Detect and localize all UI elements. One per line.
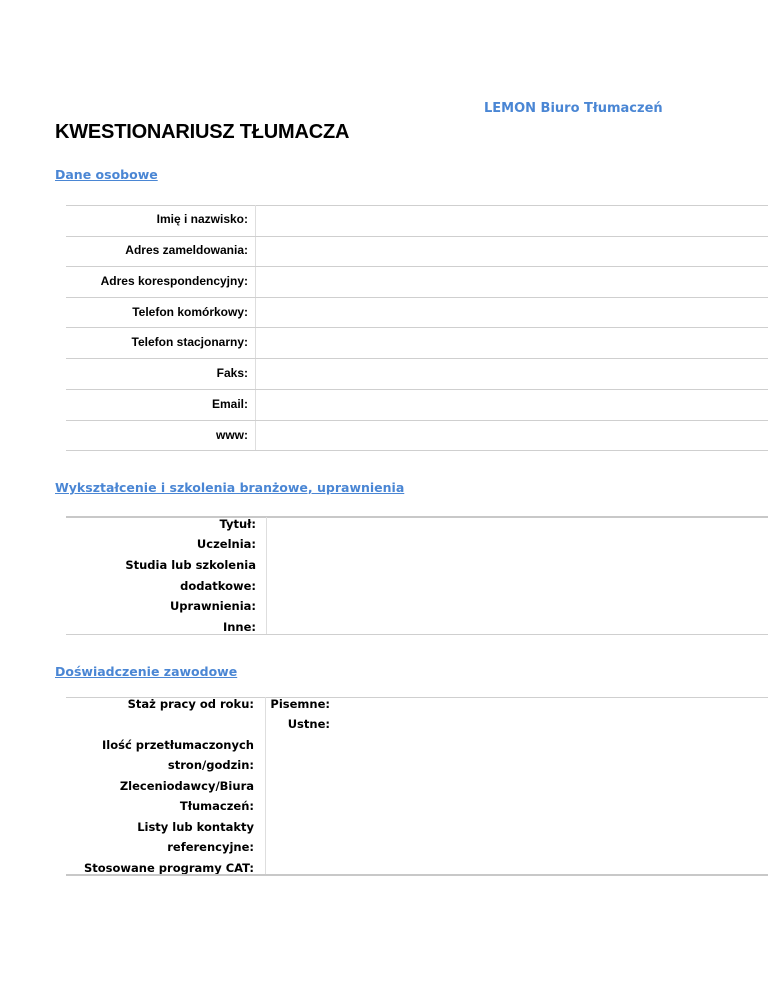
label-clients-line2: Tłumaczeń: — [179, 799, 254, 813]
label-landline-phone: Telefon stacjonarny: — [131, 335, 248, 349]
label-www: www: — [216, 428, 248, 442]
label-registered-address: Adres zameldowania: — [125, 243, 248, 257]
section-heading-personal: Dane osobowe — [55, 167, 158, 182]
row-divider — [66, 297, 768, 298]
row-divider — [66, 236, 768, 237]
brand-name: LEMON Biuro Tłumaczeń — [484, 101, 663, 116]
section-heading-education: Wykształcenie i szkolenia branżowe, uprawnienia — [55, 480, 405, 495]
label-clients-line1: Zleceniodawcy/Biura — [119, 779, 254, 793]
table-border-top — [66, 205, 768, 206]
label-full-name: Imię i nazwisko: — [156, 212, 248, 226]
label-references-line2: referencyjne: — [167, 840, 254, 854]
label-university: Uczelnia: — [196, 537, 256, 551]
label-other: Inne: — [222, 620, 256, 634]
label-degree: Tytuł: — [219, 517, 256, 531]
label-mailing-address: Adres korespondencyjny: — [100, 274, 248, 288]
label-additional-studies-line1: Studia lub szkolenia — [125, 558, 256, 572]
row-divider — [66, 389, 768, 390]
row-divider — [66, 327, 768, 328]
section-heading-experience: Doświadczenie zawodowe — [55, 664, 238, 679]
label-additional-studies-line2: dodatkowe: — [180, 579, 256, 593]
label-translated-volume-line2: stron/godzin: — [167, 758, 254, 772]
label-translated-volume-line1: Ilość przetłumaczonych — [102, 738, 254, 752]
label-fax: Faks: — [216, 366, 248, 380]
label-cat-tools: Stosowane programy CAT: — [83, 861, 254, 875]
label-written: Pisemne: — [270, 697, 330, 711]
label-qualifications: Uprawnienia: — [169, 599, 256, 613]
column-divider — [266, 517, 267, 634]
table-border-bottom — [66, 874, 768, 876]
label-experience-since: Staż pracy od roku: — [127, 697, 254, 711]
row-divider — [66, 420, 768, 421]
document-title: KWESTIONARIUSZ TŁUMACZA — [55, 121, 350, 143]
label-email: Email: — [211, 397, 248, 411]
label-references-line1: Listy lub kontakty — [137, 820, 254, 834]
table-border-bottom — [66, 450, 768, 451]
row-divider — [66, 266, 768, 267]
label-mobile-phone: Telefon komórkowy: — [132, 305, 248, 319]
row-divider — [66, 358, 768, 359]
table-border-bottom — [66, 634, 768, 635]
label-oral: Ustne: — [287, 717, 330, 731]
